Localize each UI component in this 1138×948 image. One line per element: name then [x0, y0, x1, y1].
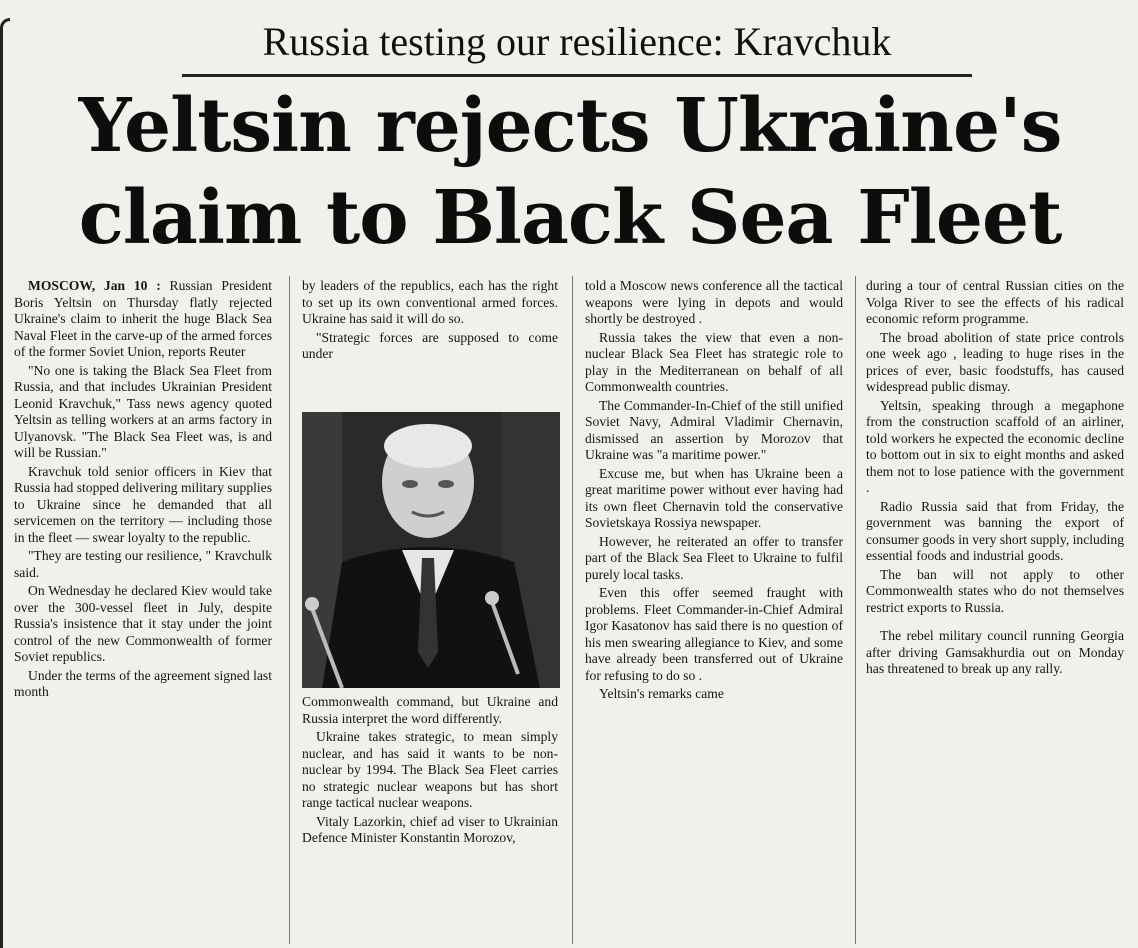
dateline: MOSCOW, Jan 10 : — [28, 278, 161, 293]
column-rule — [572, 276, 573, 944]
paragraph: The ban will not apply to other Commonwealth states who do not themselves restrict exports to Russia. — [866, 566, 1124, 615]
paragraph: The broad abolition of state price controls one week ago , leading to huge rises in the prices of ever, basic foodstuffs, has caused widespread public dismay. — [866, 329, 1124, 394]
paragraph: during a tour of central Russian cities on the Volga River to see the effects of his radical economic reform programme. — [866, 278, 1124, 326]
yeltsin-photo — [302, 412, 560, 688]
paragraph: Yeltsin, speaking through a megaphone from the construction scaffold of an airliner, told workers he expected the economic decline to bottom out in six to eight months and asked them not to lose patience with the government . — [866, 397, 1124, 495]
paragraph: Radio Russia said that from Friday, the government was banning the export of consumer goods in very short supply, including essential foods and industrial goods. — [866, 498, 1124, 563]
paragraph: Commonwealth command, but Ukraine and Russia interpret the word differently. — [302, 694, 558, 726]
headline-line-2: claim to Black Sea Fleet — [78, 175, 1062, 261]
paragraph-text: Russian President Boris Yeltsin on Thursday flatly rejected Ukraine's claim to inherit the huge Black Sea Naval Fleet in the carve-up of the armed forces of the former Soviet Union, reports Reuter — [14, 278, 272, 359]
paragraph: Excuse me, but when has Ukraine been a great maritime power without ever having had its own fleet Chernavin told the conservative Sovietskaya Rossiya newspaper. — [585, 465, 843, 530]
paragraph: Under the terms of the agreement signed last month — [14, 667, 272, 699]
main-headline — [20, 80, 1120, 264]
headline-line-1: Yeltsin rejects Ukraine's — [78, 83, 1062, 169]
column-rule — [855, 276, 856, 944]
clipping-edge-border — [0, 18, 10, 948]
paragraph: Yeltsin's remarks came — [599, 686, 724, 701]
article-column-2-bottom — [302, 694, 558, 849]
kicker-headline: Russia testing our resilience: Kravchuk — [182, 12, 972, 77]
column-rule — [289, 276, 290, 944]
paragraph: "Strategic forces are supposed to come under — [302, 329, 558, 361]
paragraph: Ukraine takes strategic, to mean simply nuclear, and has said it wants to be non-nuclear by 1994. The Black Sea Fleet carries no strategic nuclear weapons but has short range tactical nuclear weapons. — [302, 729, 558, 810]
paragraph: Russia takes the view that even a non-nuclear Black Sea Fleet has strategic role to play in the Mediterranean on behalf of all Commonwealth countries. — [585, 329, 843, 394]
paragraph: On Wednesday he declared Kiev would take over the 300-vessel fleet in July, despite Russia's insistence that it stay under the joint control of the new Commonwealth of former Soviet republics. — [14, 583, 272, 664]
article-column-3 — [585, 278, 843, 705]
paragraph: However, he reiterated an offer to transfer part of the Black Sea Fleet to Ukraine to fulfil purely local tasks. — [585, 533, 843, 582]
paragraph: Vitaly Lazorkin, chief ad viser to Ukrainian Defence Minister Konstantin Morozov, — [302, 813, 558, 845]
article-column-2-top — [302, 278, 558, 365]
paragraph: "They are testing our resilience, " Kravchulk said. — [14, 548, 272, 580]
article-column-1 — [14, 278, 272, 703]
paragraph: The Commander-In-Chief of the still unified Soviet Navy, Admiral Vladimir Chernavin, dismissed an assertion by Morozov that Ukraine was "a maritime power." — [585, 397, 843, 462]
paragraph: Kravchuk told senior officers in Kiev that Russia had stopped delivering military supplies to Ukraine since he demanded that all servicemen on the territory — including those in the fleet — swear loyalty to the republic. — [14, 463, 272, 545]
paragraph — [14, 278, 272, 361]
paragraph: Even this offer seemed fraught with problems. Fleet Commander-in-Chief Admiral Igor Kasatonov has said there is no question of his men swearing allegiance to Kiev, and some have already been transferred out of Ukraine for refusing to do so . — [585, 585, 843, 683]
paragraph: "No one is taking the Black Sea Fleet from Russia, and that includes Ukrainian President Leonid Kravchuk," Tass news agency quoted Yeltsin as telling workers at an arms factory in Ulyanovsk. "The Black Sea Fleet was, is and will be Russian." — [14, 362, 272, 460]
paragraph: by leaders of the republics, each has the right to set up its own conventional armed forces. Ukraine has said it will do so. — [302, 278, 558, 326]
article-column-4 — [866, 278, 1124, 680]
paragraph: told a Moscow news conference all the tactical weapons were lying in depots and would shortly be destroyed . — [585, 278, 843, 326]
photo-illustration — [302, 412, 560, 688]
paragraph: The rebel military council running Georgia after driving Gamsakhurdia out on Monday has threatened to break up any rally. — [866, 628, 1124, 676]
